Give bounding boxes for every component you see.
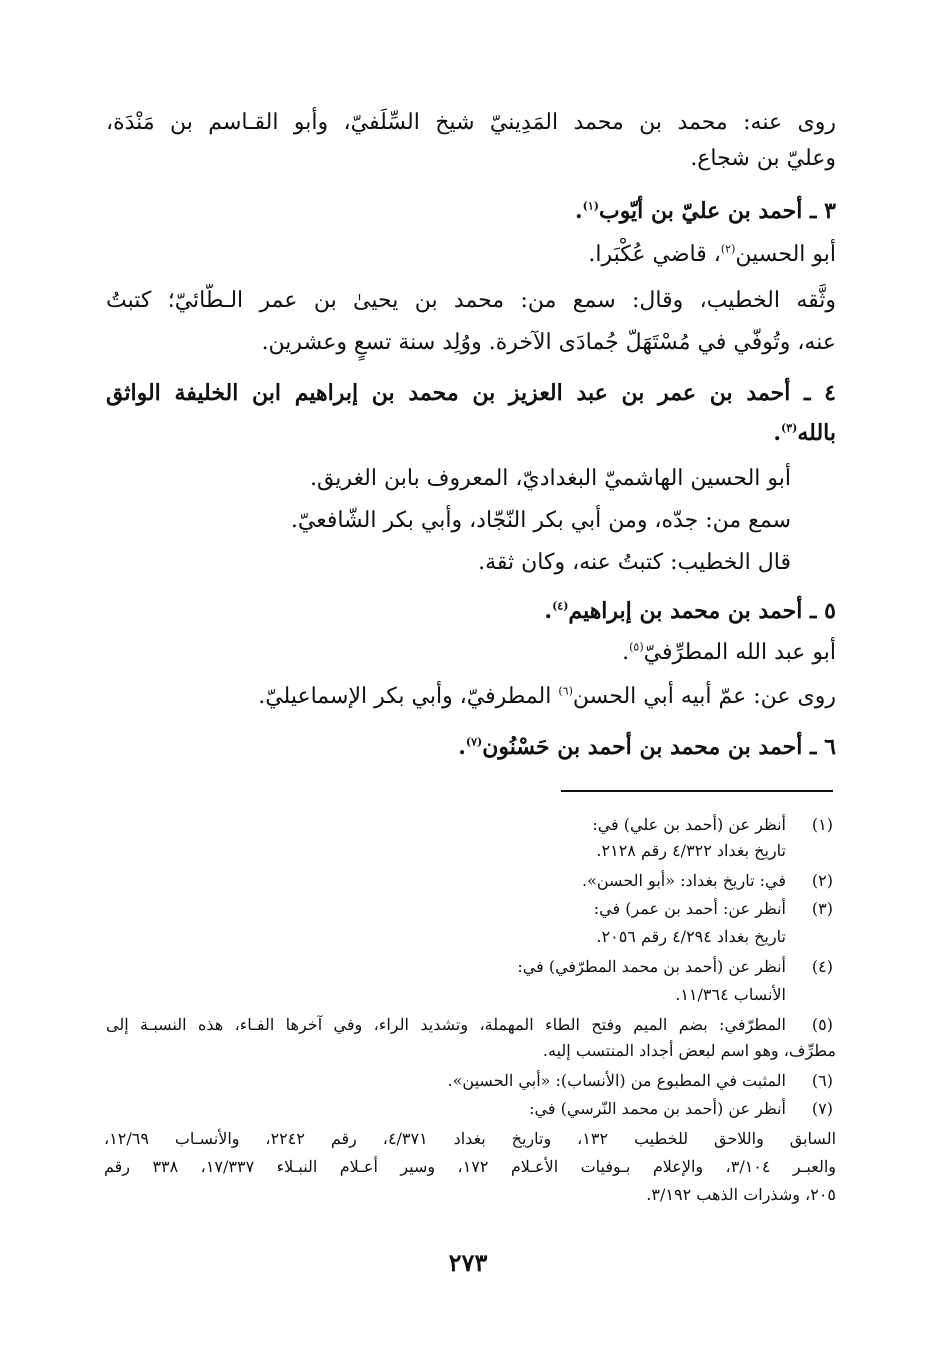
entry-3-kunya: أبو الحسين	[735, 242, 836, 267]
entry-3-line-2: وثَّقه الخطيب، وقال: سمع من: محمد بن يحيىٰ بن عمر الـطّائيّ؛ كتبتُ	[106, 288, 836, 313]
entry-6-title: ٦ ـ أحمد بن محمد بن أحمد بن حَسْنُون	[482, 734, 836, 760]
entry-3-line-3: عنه، وتُوفّي في مُسْتَهَلّ جُمادَى الآخرة. ووُلِد سنة تسعٍ وعشرين.	[261, 330, 836, 355]
footnote-ref-2: (٢)	[720, 242, 736, 256]
entry-5-kunya: أبو عبد الله المطرِّفيّ	[643, 640, 836, 665]
footnote-4-line-2: الأنساب ١١/٣٦٤.	[675, 985, 786, 1004]
continuation-line-2: وعليّ بن شجاع.	[690, 146, 836, 171]
footnote-number: (٥)	[811, 1015, 833, 1034]
entry-5-teachers-b: المطرفيّ، وأبي بكر الإسماعيليّ.	[258, 684, 559, 709]
entry-5-heading: ٥ ـ أحمد بن محمد بن إبراهيم$^{(٤)}$.	[544, 598, 836, 624]
entry-3-heading: ٣ ـ أحمد بن عليّ بن أيّوب$^{(١)}$.	[574, 198, 836, 224]
footnote-1-line-1: أنظر عن (أحمد بن علي) في:	[592, 815, 786, 834]
entry-3-title: ٣ ـ أحمد بن عليّ بن أيّوب	[598, 198, 836, 224]
footnote-separator	[561, 790, 833, 792]
entry-4-line-3: قال الخطيب: كتبتُ عنه، وكان ثقة.	[478, 550, 791, 575]
entry-3-line-1	[206, 238, 836, 276]
footnote-number: (٣)	[811, 899, 833, 918]
footnote-ref-4: (٤)	[552, 599, 569, 613]
entry-3-title-text: ، قاضي عُكْبَرا.	[588, 242, 721, 267]
footnote-7-line-1: أنظر عن (أحمد بن محمد النّرسي) في:	[529, 1099, 786, 1118]
footnote-2-line-1: في: تاريخ بغداد: «أبو الحسن».	[581, 871, 786, 890]
footnote-3-line-2: تاريخ بغداد ٤/٢٩٤ رقم ٢٠٥٦.	[596, 927, 786, 946]
footnote-ref-6: (٦)	[558, 684, 573, 698]
entry-5-teachers-a: روى عن: عمّ أبيه أبي الحسن	[572, 684, 836, 709]
footnote-ref-1: (١)	[582, 199, 599, 213]
footnote-1-line-2: تاريخ بغداد ٤/٣٢٢ رقم ٢١٢٨.	[596, 841, 786, 860]
entry-6-heading: ٦ ـ أحمد بن محمد بن أحمد بن حَسْنُون$^{(٧)}$.	[458, 734, 836, 760]
entry-5-line-2	[206, 680, 836, 718]
continuation-line-1: روى عنه: محمد بن محمد المَدِينيّ شيخ السِّلَفيّ، وأبو القـاسم بن مَنْدَة،	[106, 110, 836, 135]
footnote-7-line-4: ٢٠٥، وشذرات الذهب ٣/١٩٢.	[646, 1185, 836, 1204]
footnote-4-line-1: أنظر عن (أحمد بن محمد المطرّفي) في:	[517, 957, 786, 976]
entry-4-line-1: أبو الحسين الهاشميّ البغداديّ، المعروف بابن الغريق.	[309, 466, 791, 491]
footnote-ref-7: (٧)	[465, 735, 483, 749]
footnote-ref-3: (٣)	[781, 421, 798, 435]
page-number: ٢٧٣	[448, 1248, 488, 1277]
footnote-7-line-2: السابق واللاحق للخطيب ١٣٢، وتاريخ بغداد ٤/٣٧١، رقم ٢٢٤٢، والأنسـاب ١٢/٦٩،	[104, 1129, 836, 1148]
entry-5-line-1: أبو عبد الله المطرِّفيّ$^{(٥)}$.	[622, 640, 836, 665]
entry-4-heading-end: بالله	[797, 420, 836, 446]
footnote-3-line-1: أنظر عن: أحمد بن عمر) في:	[593, 899, 786, 918]
footnote-number: (٦)	[811, 1071, 833, 1090]
footnote-7-line-3: والعبـر ٣/١٠٤، والإعلام بـوفيات الأعـلام ١٧٢، وسير أعـلام النبـلاء ١٧/٣٣٧، ٣٣٨ رقم	[104, 1157, 836, 1176]
footnote-6-line-1: المثبت في المطبوع من (الأنساب): «أبي الحسين».	[447, 1071, 786, 1090]
footnote-5-line-1: المطرّفي: بضم الميم وفتح الطاء المهملة، وتشديد الراء، وفي آخرها الفـاء، هذه النسبـة إلى	[106, 1015, 786, 1034]
footnote-number: (٧)	[811, 1099, 833, 1118]
entry-5-title: ٥ ـ أحمد بن محمد بن إبراهيم	[568, 598, 836, 624]
footnote-number: (٢)	[811, 871, 833, 890]
footnote-ref-5: (٥)	[629, 640, 644, 654]
footnote-5-line-2: مطرِّف، وهو اسم لبعض أجداد المنتسب إليه.	[542, 1041, 836, 1060]
footnote-number: (١)	[811, 815, 833, 834]
entry-4-line-2: سمع من: جدّه، ومن أبي بكر النّجّاد، وأبي بكر الشّافعيّ.	[290, 508, 791, 533]
footnote-number: (٤)	[811, 957, 833, 976]
entry-4-heading-1: ٤ ـ أحمد بن عمر بن عبد العزيز بن محمد بن إبراهيم ابن الخليفة الواثق	[106, 380, 836, 406]
entry-4-heading-2: بالله$^{(٣)}$.	[773, 420, 836, 446]
